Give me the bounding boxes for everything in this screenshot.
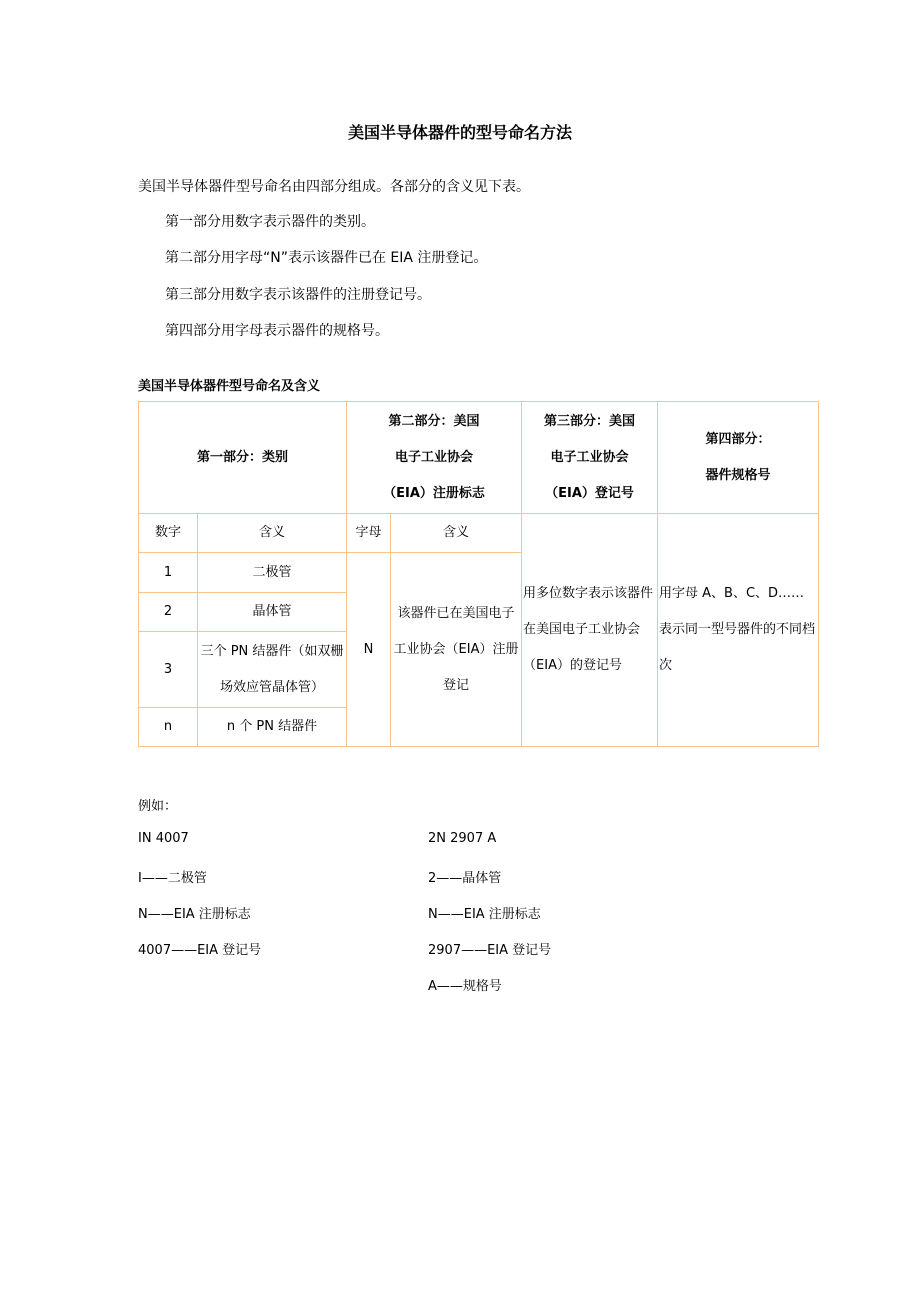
row-digit: 3 [139,632,198,708]
intro-item-3: 第三部分用数字表示该器件的注册登记号。 [165,287,431,303]
example-left-2: I——二极管 [138,871,207,886]
example-right-1: 2N 2907 A [428,831,497,846]
header-part1 [139,402,347,514]
row-meaning: n 个 PN 结器件 [198,708,347,747]
subheader-meaning: 含义 [198,514,347,553]
header-part2 [347,402,522,514]
example-left-4: 4007——EIA 登记号 [138,943,262,958]
letter-meaning: 该器件已在美国电子工业协会（EIA）注册登记 [391,553,522,747]
header-part2-line3: （EIA）注册标志 [383,485,485,501]
example-right-2: 2——晶体管 [428,871,502,886]
header-part1-label: 第一部分：类别 [197,449,289,465]
row-digit: 1 [139,553,198,593]
header-part4-line1: 第四部分： [705,431,771,447]
intro-item-1: 第一部分用数字表示器件的类别。 [165,214,375,230]
part3-description: 用多位数字表示该器件在美国电子工业协会（EIA）的登记号 [522,514,658,747]
naming-table [138,401,819,747]
row-meaning: 二极管 [198,553,347,593]
intro-item-4: 第四部分用字母表示器件的规格号。 [165,323,389,339]
table-caption: 美国半导体器件型号命名及含义 [138,379,321,394]
subheader-letter: 字母 [347,514,391,553]
page-title: 美国半导体器件的型号命名方法 [347,123,572,142]
example-right-5: A——规格号 [428,979,502,994]
row-meaning-line2: 场效应管晶体管） [220,679,325,695]
examples-label: 例如： [138,799,178,814]
header-part3 [522,402,658,514]
intro-paragraph: 美国半导体器件型号命名由四部分组成。各部分的含义见下表。 [138,179,530,195]
table-subheader-row [139,514,819,553]
header-part2-line2: 电子工业协会 [395,449,474,465]
header-part3-line2: 电子工业协会 [550,449,629,465]
row-digit: 2 [139,593,198,632]
intro-item-2: 第二部分用字母“N”表示该器件已在 EIA 注册登记。 [165,250,488,266]
row-digit: n [139,708,198,747]
example-right-3: N——EIA 注册标志 [428,907,541,922]
example-right-4: 2907——EIA 登记号 [428,943,552,958]
subheader-meaning-2: 含义 [391,514,522,553]
letter-value: N [347,553,391,747]
row-meaning [198,632,347,708]
header-part4-line2: 器件规格号 [705,467,771,483]
table-header-row [139,402,819,514]
subheader-digit: 数字 [139,514,198,553]
header-part3-line3: （EIA）登记号 [545,485,634,501]
row-meaning: 晶体管 [198,593,347,632]
row-meaning-line1: 三个 PN 结器件（如双栅 [200,643,344,659]
header-part4 [658,402,819,514]
example-left-1: IN 4007 [138,831,189,846]
part4-description: 用字母 A、B、C、D……表示同一型号器件的不同档次 [658,514,819,747]
header-part2-line1: 第二部分：美国 [388,413,480,429]
header-part3-line1: 第三部分：美国 [544,413,636,429]
example-left-3: N——EIA 注册标志 [138,907,251,922]
